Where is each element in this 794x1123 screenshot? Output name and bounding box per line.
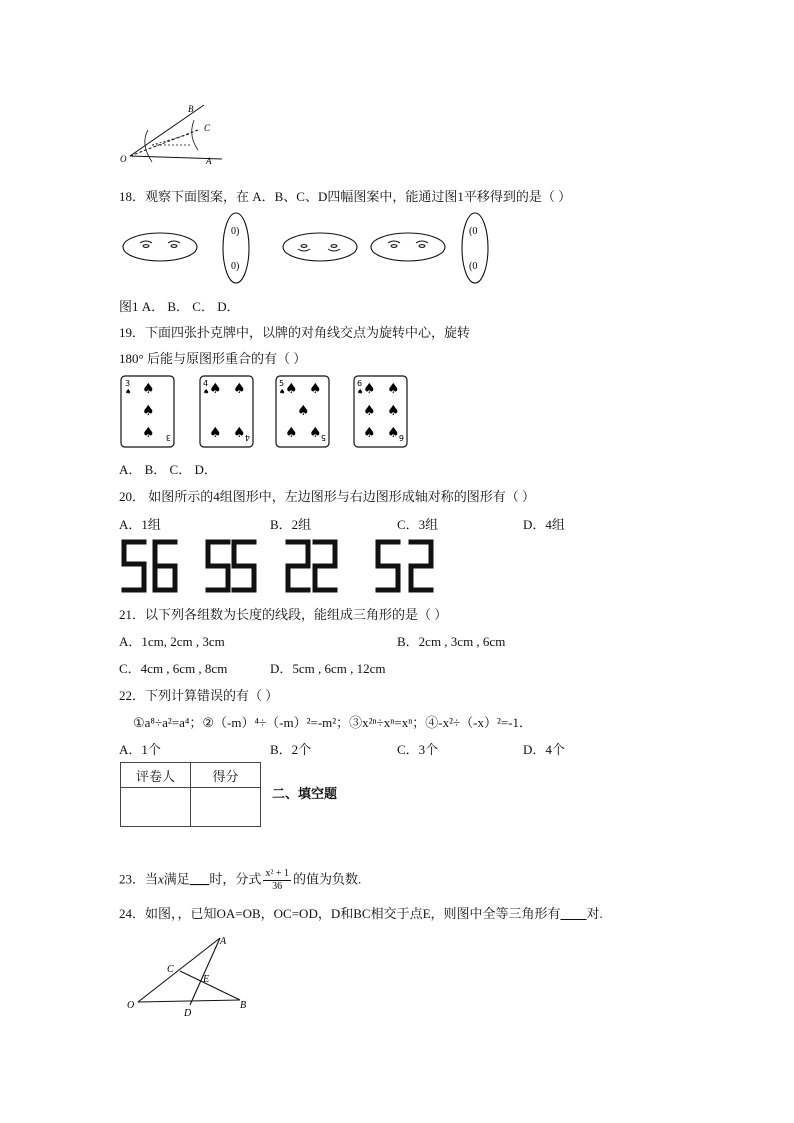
point-o-label: O: [127, 1000, 135, 1011]
fraction-denominator: 36: [272, 881, 283, 892]
question-22: 22．下列计算错误的有（ ）: [119, 688, 279, 703]
card-4-spades: [199, 375, 255, 449]
question-23: 23．当x满足___时，分式 $\frac{\text{x² + 1}}{36}$ 的值为负数.: [119, 868, 362, 892]
score-table-score-header: 得分: [191, 763, 261, 788]
svg-text:3: 3: [165, 433, 171, 442]
svg-text:♠: ♠: [387, 403, 400, 419]
svg-text:♠: ♠: [285, 425, 298, 441]
question-19-options: A． B． C． D．: [119, 462, 217, 477]
card-6-spades: [353, 375, 409, 449]
svg-text:♠: ♠: [125, 388, 132, 396]
svg-text:♠: ♠: [233, 381, 246, 397]
point-d-label: D: [184, 1008, 192, 1019]
svg-text:3: 3: [125, 379, 131, 388]
pattern-figure-row: [118, 212, 498, 288]
svg-text:♠: ♠: [363, 381, 376, 397]
digit-figure-55: [208, 542, 254, 590]
pattern-figure-a: [223, 213, 249, 283]
pattern-figure-1: [123, 233, 197, 261]
question-19-line1: 19．下面四张扑克牌中，以牌的对角线交点为旋转中心，旋转: [119, 325, 471, 340]
svg-text:♠: ♠: [309, 425, 322, 441]
svg-text:♠: ♠: [142, 403, 155, 419]
fraction-numerator: x² + 1: [265, 868, 289, 879]
q21-option-c: C．4cm , 6cm , 8cm: [119, 661, 228, 676]
pattern-figure-d: [462, 213, 488, 283]
svg-text:♠: ♠: [357, 388, 364, 396]
svg-text:(0: (0: [469, 261, 478, 272]
svg-text:5: 5: [320, 433, 326, 442]
point-c-label: C: [167, 964, 174, 975]
svg-text:♠: ♠: [203, 388, 210, 396]
q20-option-a: A．1组: [119, 517, 161, 532]
svg-text:♠: ♠: [387, 381, 400, 397]
question-22-expressions: ①a⁸÷a²=a⁴；②（-m）⁴÷（-m）²=-m²；③x²ⁿ÷xⁿ=xⁿ；④-x²÷（-x）²=-1．: [133, 715, 533, 730]
q21-option-b: B．2cm , 3cm , 6cm: [397, 634, 506, 649]
svg-text:5: 5: [279, 379, 285, 388]
svg-text:6: 6: [398, 433, 404, 442]
svg-text:♠: ♠: [279, 388, 286, 396]
svg-text:♠: ♠: [309, 381, 322, 397]
svg-text:4: 4: [203, 379, 209, 388]
svg-text:0): 0): [231, 261, 240, 272]
svg-text:(0: (0: [469, 226, 478, 237]
pattern-figure-b: [283, 233, 357, 261]
svg-text:♠: ♠: [142, 381, 155, 397]
point-b-label: B: [188, 104, 194, 114]
variable-x: x: [158, 871, 164, 887]
svg-text:4: 4: [244, 433, 250, 442]
digit-figures: [118, 538, 448, 596]
q22-option-c: C．3个: [397, 742, 439, 757]
svg-text:♠: ♠: [363, 425, 376, 441]
point-e-label: E: [203, 974, 210, 985]
digit-figure-22: [288, 542, 335, 590]
q22-option-d: D．4个: [523, 742, 565, 757]
q20-option-b: B．2组: [270, 517, 312, 532]
question-18-caption: 图1 A． B． C． D．: [119, 299, 240, 314]
q22-option-b: B．2个: [270, 742, 312, 757]
point-o-label: O: [120, 154, 127, 164]
q21-option-a: A．1cm, 2cm , 3cm: [119, 634, 225, 649]
q21-option-d: D．5cm , 6cm , 12cm: [270, 661, 386, 676]
svg-text:♠: ♠: [297, 403, 310, 419]
card-5-spades: [275, 375, 331, 449]
point-a-label: A: [206, 156, 212, 166]
score-table: [120, 762, 261, 827]
svg-text:♠: ♠: [233, 425, 246, 441]
svg-text:♠: ♠: [142, 425, 155, 441]
question-24: 24．如图，，已知OA=OB，OC=OD，D和BC相交于点E，则图中全等三角形有____对.: [119, 906, 603, 921]
svg-text:♠: ♠: [209, 425, 222, 441]
svg-text:♠: ♠: [285, 381, 298, 397]
svg-text:0): 0): [231, 226, 240, 237]
svg-text:6: 6: [357, 379, 363, 388]
digit-figure-96: [124, 542, 175, 590]
svg-text:♠: ♠: [363, 403, 376, 419]
question-19-line2: 180° 后能与原图形重合的有（ ）: [119, 351, 307, 366]
question-20: 20． 如图所示的4组图形中，左边图形与右边图形成轴对称的图形有（ ）: [119, 489, 536, 504]
triangle-figure: [124, 930, 254, 1020]
point-b-label: B: [240, 1000, 247, 1011]
answer-blank: ___: [189, 871, 210, 887]
q20-option-d: D．4组: [523, 517, 565, 532]
fraction: [263, 868, 291, 893]
card-3-spades: [120, 375, 176, 449]
playing-cards: [120, 375, 420, 450]
q20-option-c: C．3组: [397, 517, 439, 532]
svg-text:♠: ♠: [209, 381, 222, 397]
section-heading: 二、填空题: [272, 786, 338, 801]
score-table-grader-header: 评卷人: [121, 763, 191, 788]
q22-option-a: A．1个: [119, 742, 161, 757]
answer-blank: ____: [560, 906, 587, 921]
question-21: 21．以下列各组数为长度的线段，能组成三角形的是（ ）: [119, 607, 448, 622]
svg-text:♠: ♠: [387, 425, 400, 441]
question-18: 18．观察下面图案，在 A．B、C、D四幅图案中，能通过图1平移得到的是（ ）: [119, 189, 572, 204]
pattern-figure-c: [371, 233, 445, 261]
angle-construction-figure: [118, 100, 230, 168]
point-c-label: C: [204, 123, 211, 133]
score-table-score-cell: [191, 788, 261, 827]
score-table-grader-cell: [121, 788, 191, 827]
point-a-label: A: [220, 936, 227, 947]
digit-figure-52: [378, 542, 431, 590]
